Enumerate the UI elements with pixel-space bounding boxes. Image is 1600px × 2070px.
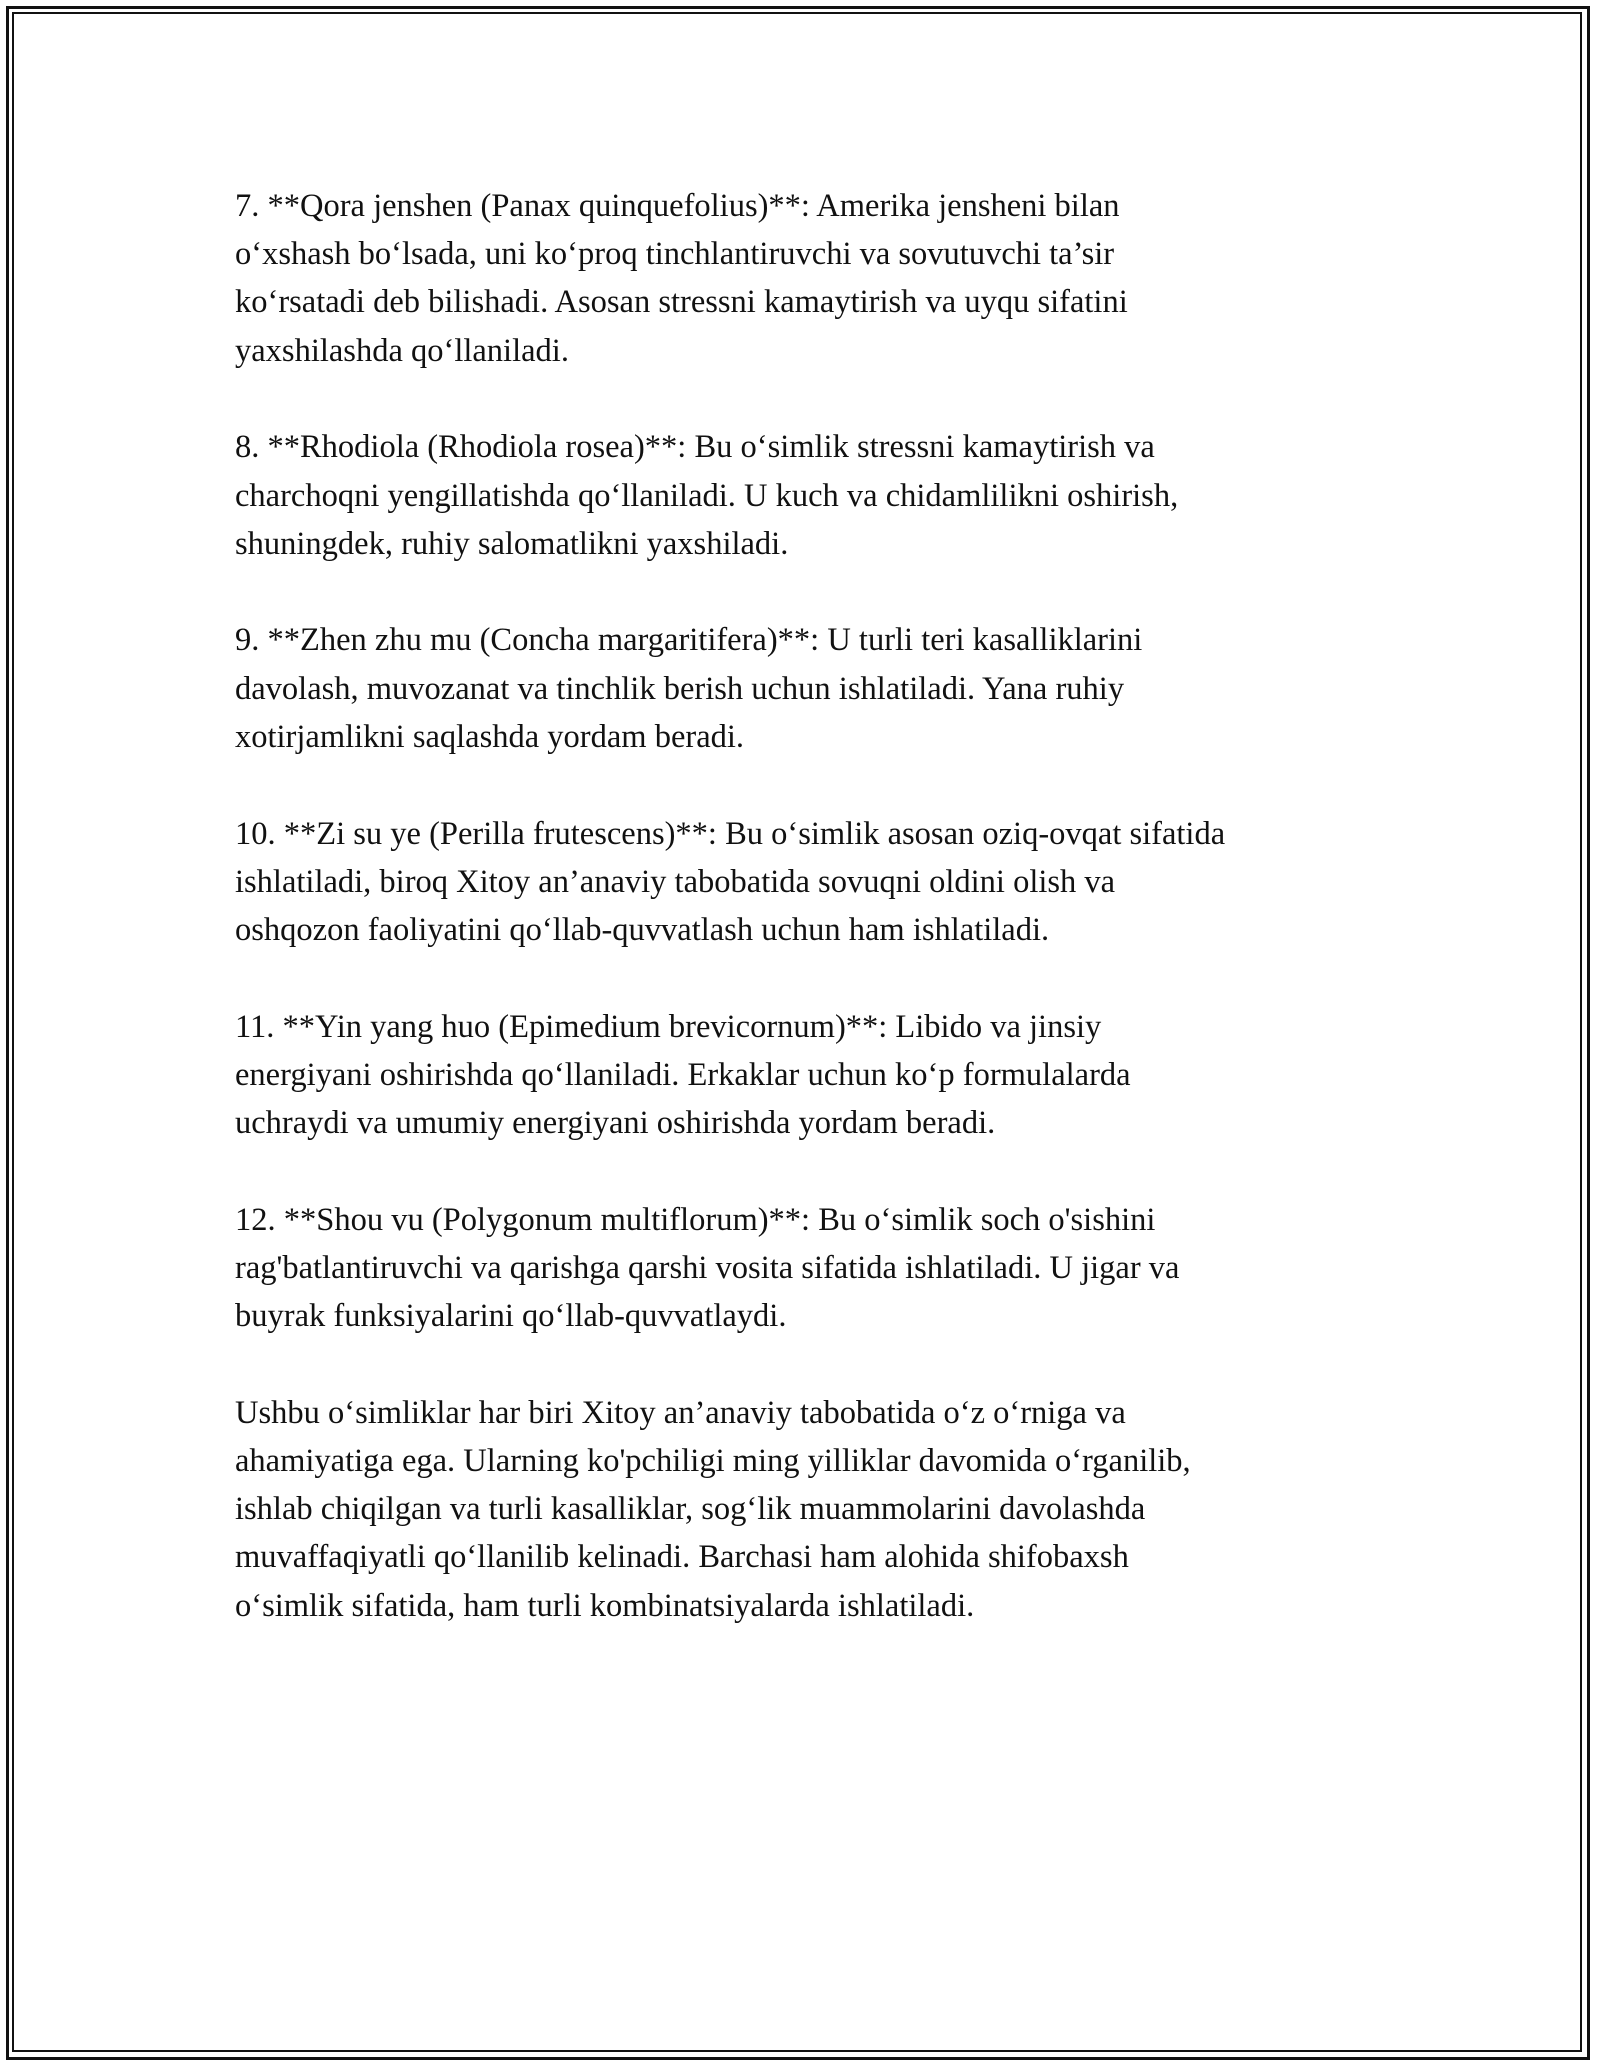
paragraph-item-10: 10. **Zi su ye (Perilla frutescens)**: Bu o‘simlik asosan oziq-ovqat sifatida ishlatiladi, biroq Xitoy an’anaviy tabobatida sovuqni oldini olish va oshqozon faoliyatini qo‘llab-quvvatlash uchun ham ishlatiladi. [235,815,1226,948]
paragraph-summary: Ushbu o‘simliklar har biri Xitoy an’anaviy tabobatida o‘z o‘rniga va ahamiyatiga ega. Ularning ko'pchiligi ming yilliklar davomida o‘rganilib, ishlab chiqilgan va turli kasalliklar, sog‘lik muammolarini davolashda muvaffaqiyatli qo‘llanilib kelinadi. Barchasi ham alohida shifobaxsh o‘simlik sifatida, ham turli kombinatsiyalarda ishlatiladi. [235,1394,1191,1624]
document-body [235,182,1375,1678]
paragraph-item-7: 7. **Qora jenshen (Panax quinquefolius)**: Amerika jensheni bilan o‘xshash bo‘lsada, uni ko‘proq tinchlantiruvchi va sovutuvchi ta’sir ko‘rsatadi deb bilishadi. Asosan stressni kamaytirish va uyqu sifatini yaxshilashda qo‘llaniladi. [235,188,1128,369]
paragraph-item-8: 8. **Rhodiola (Rhodiola rosea)**: Bu o‘simlik stressni kamaytirish va charchoqni yengillatishda qo‘llaniladi. U kuch va chidamlilikni oshirish, shuningdek, ruhiy salomatlikni yaxshiladi. [235,429,1179,562]
paragraph-item-12: 12. **Shou vu (Polygonum multiflorum)**: Bu o‘simlik soch o'sishini rag'batlantiruvchi va qarishga qarshi vosita sifatida ishlatiladi. U jigar va buyrak funksiyalarini qo‘llab-quvvatlaydi. [235,1201,1180,1335]
paragraph-item-9: 9. **Zhen zhu mu (Concha margaritifera)**: U turli teri kasalliklarini davolash, muvozanat va tinchlik berish uchun ishlatiladi. Yana ruhiy xotirjamlikni saqlashda yordam beradi. [235,622,1143,755]
paragraph-item-11: 11. **Yin yang huo (Epimedium brevicornum)**: Libido va jinsiy energiyani oshirishda qo‘llaniladi. Erkaklar uchun ko‘p formulalarda uchraydi va umumiy energiyani oshirishda yordam beradi. [235,1008,1131,1142]
